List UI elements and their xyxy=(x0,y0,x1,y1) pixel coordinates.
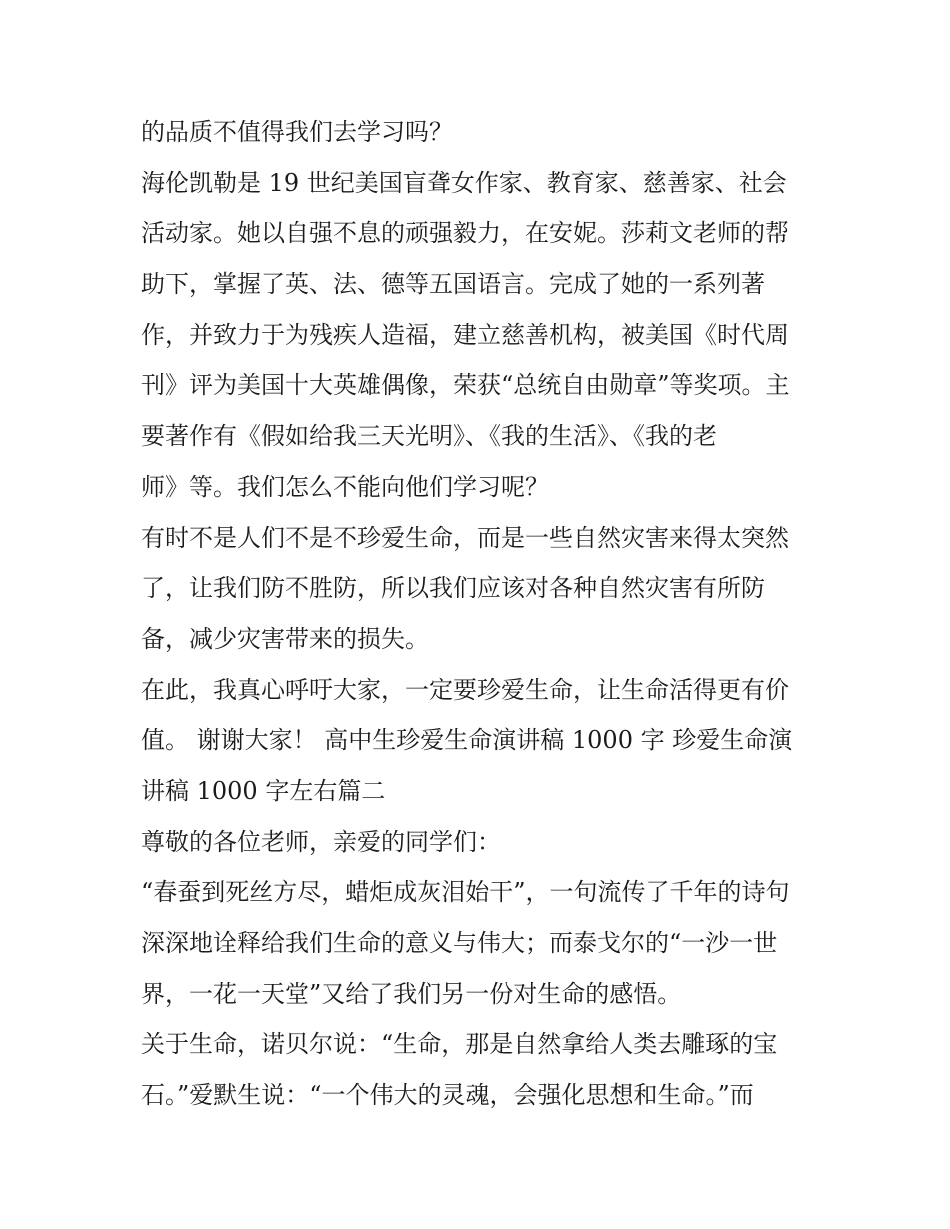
text-line: 备，减少灾害带来的损失。 xyxy=(141,624,429,653)
body-text xyxy=(141,107,821,1121)
text-line: 师》等。我们怎么不能向他们学习呢？ xyxy=(141,472,549,501)
text-line: 要著作有《假如给我三天光明》、《我的生活》、《我的老 xyxy=(141,422,717,451)
text-line: 石。”爱默生说：“一个伟大的灵魂，会强化思想和生命。”而 xyxy=(141,1081,754,1110)
text-line: 刊》评为美国十大英雄偶像，荣获“总统自由勋章”等奖项。主 xyxy=(141,371,790,400)
text-line: 有时不是人们不是不珍爱生命，而是一些自然灾害来得太突然 xyxy=(141,523,789,552)
text-line: 界，一花一天堂”又给了我们另一份对生命的感悟。 xyxy=(141,979,682,1008)
text-line: 的品质不值得我们去学习吗？ xyxy=(141,118,453,146)
text-line: 作，并致力于为残疾人造福，建立慈善机构，被美国《时代周 xyxy=(141,320,789,349)
text-line: 助下，掌握了英、法、德等五国语言。完成了她的一系列著 xyxy=(141,270,765,299)
text-line: 深深地诠释给我们生命的意义与伟大；而泰戈尔的“一沙一世 xyxy=(141,929,778,957)
text-line: 在此，我真心呼吁大家，一定要珍爱生命，让生命活得更有价 xyxy=(141,675,789,704)
text-line: 了，让我们防不胜防，所以我们应该对各种自然灾害有所防 xyxy=(141,574,765,603)
text-line: 关于生命，诺贝尔说：“生命，那是自然拿给人类去雕琢的宝 xyxy=(141,1030,778,1059)
text-line: 海伦凯勒是 19 世纪美国盲聋女作家、教育家、慈善家、社会 xyxy=(141,168,787,197)
text-line: 尊敬的各位老师，亲爱的同学们： xyxy=(141,827,501,856)
text-line: 活动家。她以自强不息的顽强毅力，在安妮。莎莉文老师的帮 xyxy=(141,219,789,248)
text-line: 值。 谢谢大家！ 高中生珍爱生命演讲稿 1000 字 珍爱生命演 xyxy=(141,726,793,755)
text-line: 讲稿 1000 字左右篇二 xyxy=(141,776,386,805)
text-line: “春蚕到死丝方尽，蜡炬成灰泪始干”，一句流传了千年的诗句 xyxy=(141,878,790,907)
